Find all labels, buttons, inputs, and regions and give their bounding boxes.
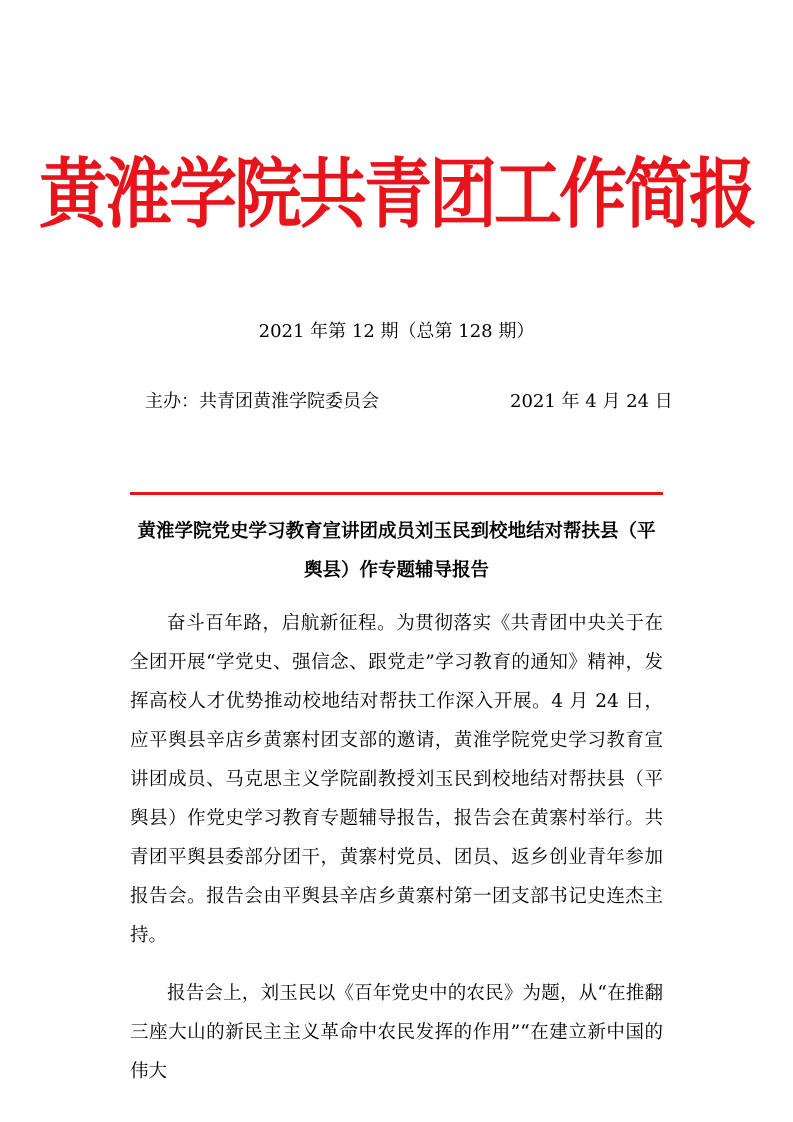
issue-number: 2021 年第 12 期（总第 128 期） bbox=[258, 321, 535, 342]
article-title: 黄淮学院党史学习教育宣讲团成员刘玉民到校地结对帮扶县（平舆县）作专题辅导报告 bbox=[137, 521, 656, 581]
newsletter-masthead: 黄淮学院共青团工作简报 bbox=[38, 151, 754, 240]
red-divider-rule bbox=[130, 492, 663, 495]
publish-date: 2021 年 4 月 24 日 bbox=[510, 391, 673, 412]
article-paragraph: 奋斗百年路，启航新征程。为贯彻落实《共青团中央关于在全团开展“学党史、强信念、跟党走”学习教育的通知》精神，发挥高校人才优势推动校地结对帮扶工作深入开展。4 月 24 日，应平舆县辛店乡黄寨村团支部的邀请，黄淮学院党史学习教育宣讲团成员、马克思主义学院副教授刘玉民到校地结对帮扶县（平舆县）作党史学习教育专题辅导报告，报告会在黄寨村举行。共青团平舆县委部分团干，黄寨村党员、团员、返乡创业青年参加报告会。报告会由平舆县辛店乡黄寨村第一团支部书记史连杰主持。 bbox=[130, 613, 663, 946]
article-body bbox=[130, 604, 663, 1091]
sponsor-line: 主办：共青团黄淮学院委员会 bbox=[145, 391, 379, 412]
article-paragraph: 报告会上，刘玉民以《百年党史中的农民》为题，从“在推翻三座大山的新民主主义革命中农民发挥的作用”“在建立新中国的伟大 bbox=[130, 983, 663, 1082]
